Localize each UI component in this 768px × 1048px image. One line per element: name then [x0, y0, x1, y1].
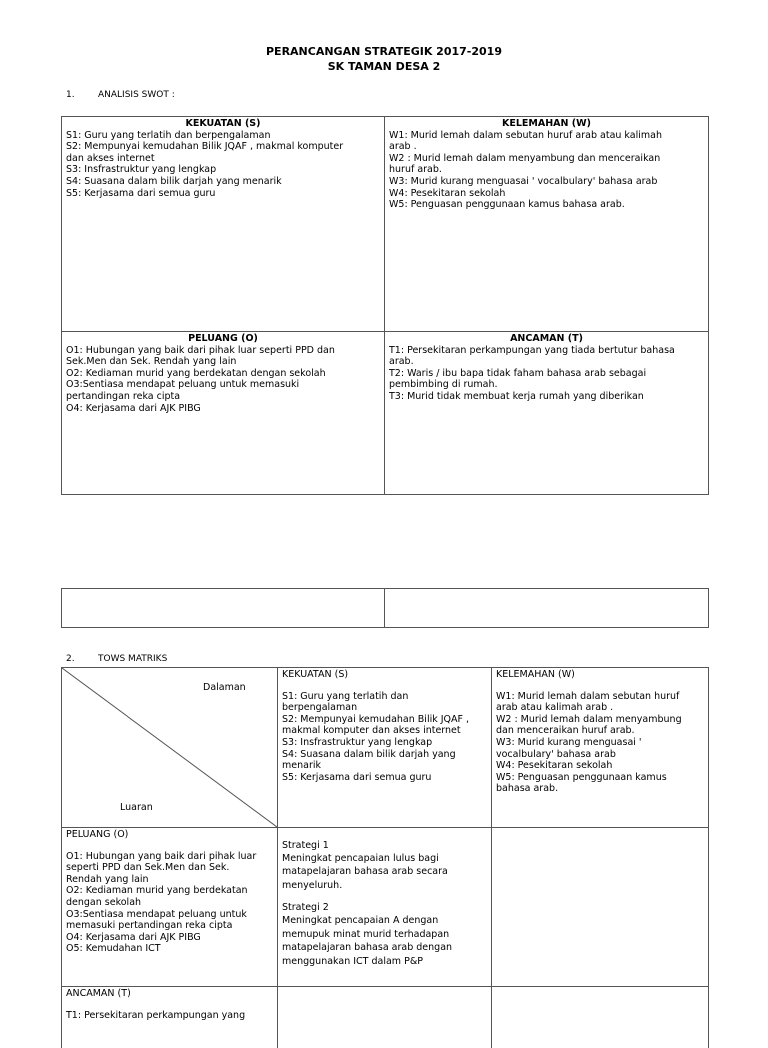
swot-opportunities-cell	[62, 332, 384, 494]
tows-strength-line: makmal komputer dan akses internet	[282, 725, 461, 737]
tows-opportunity-line: memasuki pertandingan reka cipta	[66, 920, 233, 932]
swot-weaknesses-heading: KELEMAHAN (W)	[502, 118, 591, 129]
swot-threat-line: T3: Murid tidak membuat kerja rumah yang diberikan	[389, 390, 644, 402]
tows-strength-line: S1: Guru yang terlatih dan	[282, 690, 409, 702]
tows-weaknesses-heading: KELEMAHAN (W)	[496, 669, 575, 680]
swot-opportunity-line: O3:Sentiasa mendapat peluang untuk memasuki	[66, 379, 300, 391]
tows-corner-top-label: Dalaman	[203, 682, 246, 693]
swot-weakness-line: W5: Penguasan penggunaan kamus bahasa arab.	[389, 199, 625, 211]
tows-opportunity-line: Rendah yang lain	[66, 873, 149, 885]
tows-weakness-line: W3: Murid kurang menguasai '	[496, 736, 642, 748]
document-title-line1: PERANCANGAN STRATEGIK 2017-2019	[266, 45, 502, 58]
tows-opportunity-line: O3:Sentiasa mendapat peluang untuk	[66, 908, 247, 920]
swot-threats-heading: ANCAMAN (T)	[510, 333, 583, 344]
tows-weakness-line: bahasa arab.	[496, 783, 559, 795]
tows-strengths-heading: KEKUATAN (S)	[282, 669, 349, 680]
swot-strength-line: dan akses internet	[66, 152, 155, 164]
spacer	[282, 892, 487, 902]
strategy2-line: Meningkat pencapaian A dengan	[282, 914, 439, 926]
tows-strength-line: S4: Suasana dalam bilik darjah yang	[282, 748, 456, 760]
strategy2-title: Strategi 2	[282, 902, 329, 914]
swot-opportunity-line: O4: Kerjasama dari AJK PIBG	[66, 402, 201, 414]
tows-wo-strategies-cell	[492, 828, 708, 986]
tows-strength-line: berpengalaman	[282, 702, 358, 714]
tows-weaknesses-cell	[492, 668, 708, 827]
swot-threat-line: pembimbing di rumah.	[389, 379, 498, 391]
swot-opportunity-line: O2: Kediaman murid yang berdekatan dengan sekolah	[66, 367, 326, 379]
swot-opportunity-line: pertandingan reka cipta	[66, 390, 181, 402]
swot-threats-cell	[385, 332, 708, 494]
tows-strength-line: S5: Kerjasama dari semua guru	[282, 771, 432, 783]
tows-corner-bottom-label: Luaran	[120, 802, 153, 813]
strategy1-line: matapelajaran bahasa arab secara	[282, 866, 448, 878]
spacer	[496, 681, 704, 691]
section2-label: TOWS MATRIKS	[98, 654, 168, 664]
empty-table-divider	[384, 589, 385, 627]
tows-so-strategies-cell	[278, 828, 491, 986]
tows-weakness-line: dan menceraikan huruf arab.	[496, 725, 635, 737]
swot-strengths-heading: KEKUATAN (S)	[185, 118, 261, 129]
swot-strength-line: S5: Kerjasama dari semua guru	[66, 187, 216, 199]
strategy2-line: memupuk minat murid terhadapan	[282, 928, 450, 940]
strategy1-line: menyeluruh.	[282, 879, 343, 891]
strategy2-line: matapelajaran bahasa arab dengan	[282, 942, 453, 954]
tows-threats-cell	[62, 987, 277, 1048]
document-title-line2: SK TAMAN DESA 2	[327, 60, 441, 73]
spacer	[66, 1000, 273, 1010]
swot-weakness-line: W2 : Murid lemah dalam menyambung dan menceraikan	[389, 152, 661, 164]
swot-weaknesses-cell	[385, 117, 708, 331]
swot-weakness-line: W3: Murid kurang menguasai ' vocalbulary' bahasa arab	[389, 175, 658, 187]
strategy2-line: menggunakan ICT dalam P&P	[282, 955, 423, 967]
swot-strength-line: S4: Suasana dalam bilik darjah yang menarik	[66, 175, 282, 187]
tows-opportunities-heading: PELUANG (O)	[66, 829, 129, 840]
tows-weakness-line: W5: Penguasan penggunaan kamus	[496, 771, 667, 783]
strategy1-title: Strategi 1	[282, 840, 329, 851]
tows-opportunity-line: O2: Kediaman murid yang berdekatan	[66, 885, 248, 897]
tows-opportunity-line: O1: Hubungan yang baik dari pihak luar	[66, 850, 257, 862]
swot-weakness-line: arab .	[389, 141, 417, 153]
swot-opportunity-line: Sek.Men dan Sek. Rendah yang lain	[66, 356, 237, 368]
tows-opportunity-line: seperti PPD dan Sek.Men dan Sek.	[66, 862, 230, 874]
tows-strength-line: menarik	[282, 760, 321, 772]
tows-weakness-line: W2 : Murid lemah dalam menyambung	[496, 713, 682, 725]
tows-strength-line: S3: Insfrastruktur yang lengkap	[282, 736, 433, 748]
swot-weakness-line: W1: Murid lemah dalam sebutan huruf arab atau kalimah	[389, 129, 662, 141]
swot-threat-line: arab.	[389, 356, 414, 368]
swot-weakness-line: W4: Pesekitaran sekolah	[389, 187, 506, 199]
swot-table	[61, 116, 709, 495]
tows-opportunity-line: O5: Kemudahan ICT	[66, 943, 161, 955]
tows-matrix	[61, 667, 709, 1048]
swot-strength-line: S3: Insfrastruktur yang lengkap	[66, 164, 217, 176]
swot-strengths-cell	[62, 117, 384, 331]
section1-label: ANALISIS SWOT :	[98, 90, 175, 100]
swot-strength-line: S1: Guru yang terlatih dan berpengalaman	[66, 129, 271, 141]
spacer	[66, 841, 273, 851]
tows-strength-line: S2: Mempunyai kemudahan Bilik JQAF ,	[282, 713, 470, 725]
tows-opportunity-line: dengan sekolah	[66, 896, 142, 908]
strategy1-line: Meningkat pencapaian lulus bagi	[282, 852, 439, 864]
tows-weakness-line: vocalbulary' bahasa arab	[496, 748, 616, 760]
swot-threat-line: T2: Waris / ibu bapa tidak faham bahasa arab sebagai	[389, 367, 647, 379]
spacer	[282, 681, 487, 691]
tows-weakness-line: arab atau kalimah arab .	[496, 702, 614, 714]
empty-table	[61, 588, 709, 628]
swot-opportunity-line: O1: Hubungan yang baik dari pihak luar seperti PPD dan	[66, 344, 335, 356]
tows-opportunities-cell	[62, 828, 277, 986]
swot-threat-line: T1: Persekitaran perkampungan yang tiada bertutur bahasa	[389, 344, 675, 356]
swot-weakness-line: huruf arab.	[389, 164, 442, 176]
tows-strengths-cell	[278, 668, 491, 827]
tows-weakness-line: W1: Murid lemah dalam sebutan huruf	[496, 690, 680, 702]
section2-number: 2.	[66, 654, 75, 664]
tows-threats-heading: ANCAMAN (T)	[66, 988, 131, 999]
swot-strength-line: S2: Mempunyai kemudahan Bilik JQAF , makmal komputer	[66, 141, 344, 153]
section1-number: 1.	[66, 90, 75, 100]
tows-opportunity-line: O4: Kerjasama dari AJK PIBG	[66, 931, 201, 943]
swot-opportunities-heading: PELUANG (O)	[188, 333, 258, 344]
tows-weakness-line: W4: Pesekitaran sekolah	[496, 760, 613, 772]
tows-threat-line: T1: Persekitaran perkampungan yang	[66, 1009, 246, 1021]
